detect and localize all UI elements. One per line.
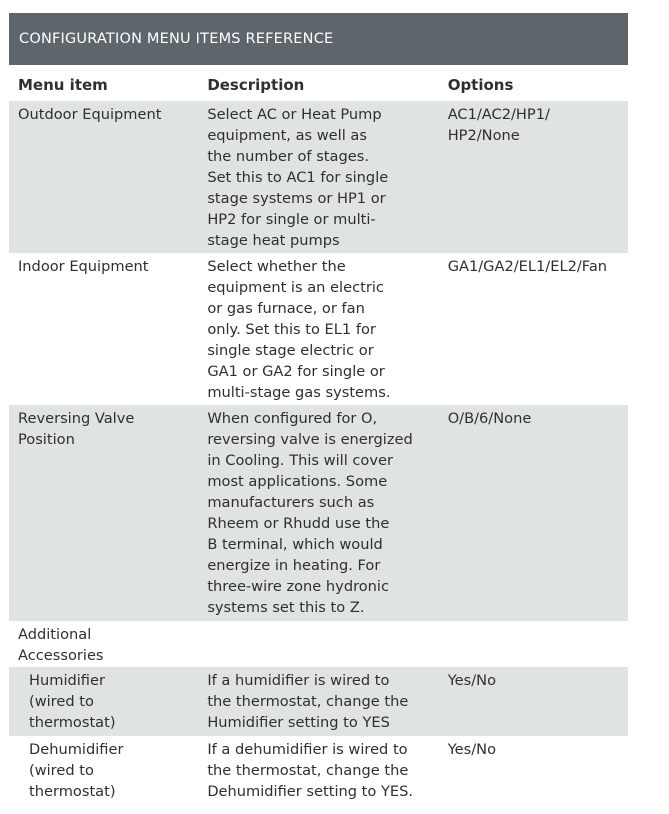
- row-description: When configured for O, reversing valve is energized in Cooling. This will cover most applications. Some manufacturers such as Rheem or Rhudd use the B terminal, which would energize in heating. For three-wire zone hydronic systems set this to Z.: [207, 405, 447, 621]
- row-item: Additional Accessories: [18, 626, 104, 664]
- table-header-row: [9, 65, 628, 101]
- table-row: [9, 621, 628, 667]
- row-item: Humidifier (wired to thermostat): [9, 667, 207, 736]
- table-row: [9, 405, 628, 621]
- row-description: Select AC or Heat Pump equipment, as well as the number of stages. Set this to AC1 for single stage systems or HP1 or HP2 for single or multi- stage heat pumps: [207, 101, 447, 253]
- header-description: Description: [207, 76, 305, 94]
- row-options: Yes/No: [447, 741, 497, 758]
- row-item: Dehumidifier (wired to thermostat): [29, 741, 124, 800]
- row-options: Yes/No: [448, 667, 628, 736]
- table-row: [9, 667, 628, 736]
- row-options: [448, 621, 628, 667]
- row-item: Indoor Equipment: [18, 258, 149, 275]
- row-description: [207, 621, 447, 667]
- table-row: [9, 253, 628, 405]
- row-description: If a dehumidifier is wired to the thermostat, change the Dehumidifier setting to YES.: [207, 741, 413, 800]
- menu-items-table: [9, 65, 628, 805]
- row-options: O/B/6/None: [448, 405, 628, 621]
- header-menu-item: Menu item: [18, 76, 108, 94]
- row-item: Reversing Valve Position: [9, 405, 207, 621]
- row-description: If a humidifier is wired to the thermostat, change the Humidifier setting to YES: [207, 667, 447, 736]
- table-title: CONFIGURATION MENU ITEMS REFERENCE: [9, 13, 628, 65]
- row-description: Select whether the equipment is an electric or gas furnace, or fan only. Set this to EL1 for single stage electric or GA1 or GA2 for single or multi-stage gas systems.: [207, 258, 391, 401]
- row-options: AC1/AC2/HP1/ HP2/None: [448, 101, 628, 253]
- header-options: Options: [447, 76, 514, 94]
- row-options: GA1/GA2/EL1/EL2/Fan: [447, 258, 608, 275]
- table-row: [9, 101, 628, 253]
- config-reference-table: [9, 13, 628, 805]
- table-row: [9, 736, 628, 805]
- row-item: Outdoor Equipment: [9, 101, 207, 253]
